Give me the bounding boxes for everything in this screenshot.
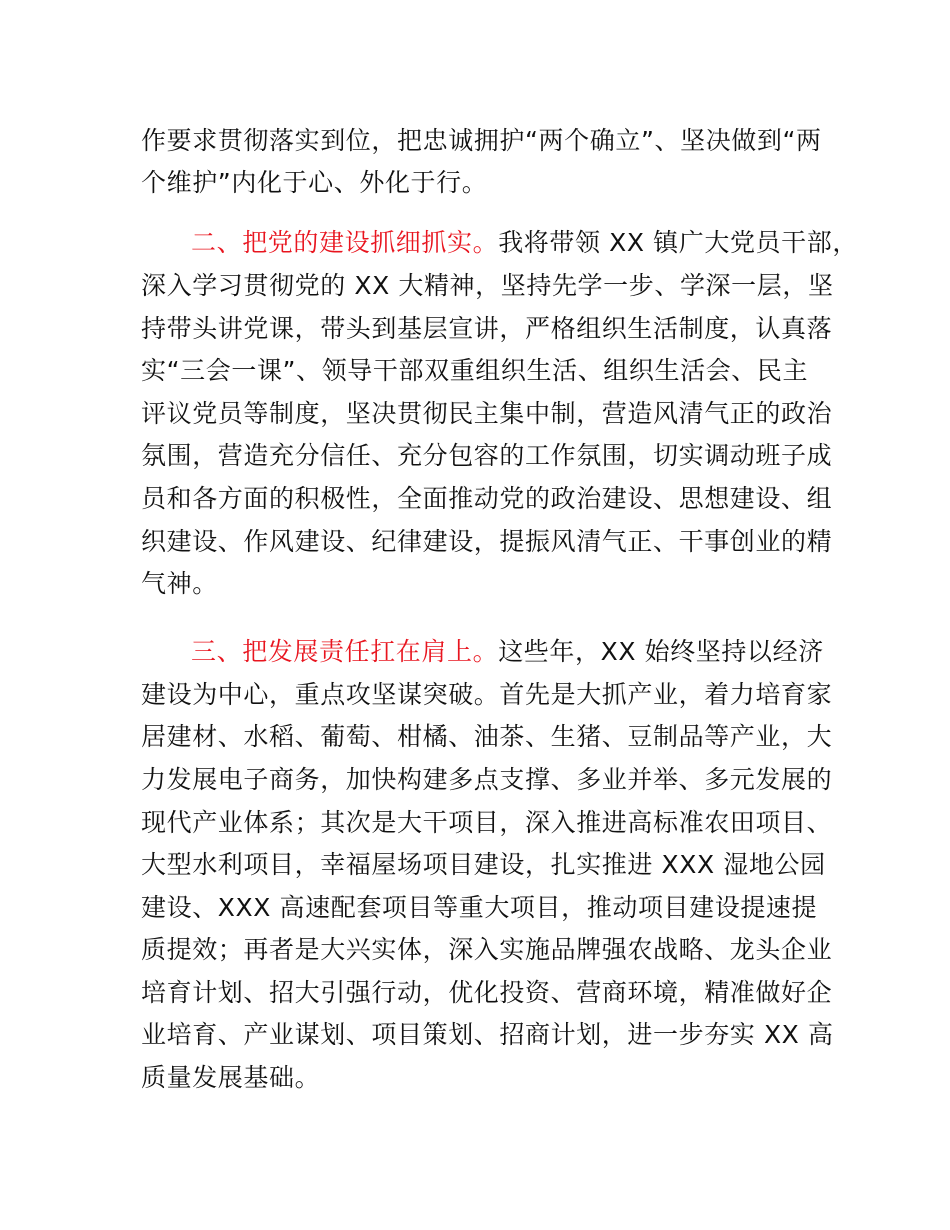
text-line: 评议党员等制度，坚决贯彻民主集中制，营造风清气正的政治: [141, 399, 833, 428]
text-line: 质量发展基础。: [141, 1063, 321, 1092]
text-run: 我将带领 XX 镇广大党员干部，: [498, 228, 858, 257]
text-line: 织建设、作风建设、纪律建设，提振风清气正、干事创业的精: [141, 527, 833, 556]
text-line: 建设为中心，重点攻坚谋突破。首先是大抓产业，着力培育家: [141, 680, 833, 709]
text-line: 建设、XXX 高速配套项目等重大项目，推动项目建设提速提: [141, 893, 818, 922]
section-heading: 二、把党的建设抓细抓实。: [191, 228, 499, 257]
text-line: 员和各方面的积极性，全面推动党的政治建设、思想建设、组: [141, 484, 833, 513]
text-line: 个维护”内化于心、外化于行。: [141, 168, 488, 197]
text-line: 培育计划、招大引强行动，优化投资、营商环境，精准做好企: [141, 978, 833, 1007]
text-line: 业培育、产业谋划、项目策划、招商计划，进一步夯实 XX 高: [141, 1020, 834, 1049]
text-line: 大型水利项目，幸福屋场项目建设，扎实推进 XXX 湿地公园: [141, 850, 826, 879]
text-line: 质提效；再者是大兴实体，深入实施品牌强农战略、龙头企业: [141, 935, 833, 964]
text-line: 持带头讲党课，带头到基层宣讲，严格组织生活制度，认真落: [141, 314, 833, 343]
text-line: 居建材、水稻、葡萄、柑橘、油茶、生猪、豆制品等产业，大: [141, 722, 833, 751]
text-line: 深入学习贯彻党的 XX 大精神，坚持先学一步、学深一层，坚: [141, 271, 834, 300]
text-line: 实“三会一课”、领导干部双重组织生活、组织生活会、民主: [141, 356, 809, 385]
paragraph-first-line: [191, 226, 858, 260]
text-line: 现代产业体系；其次是大干项目，深入推进高标准农田项目、: [141, 808, 833, 837]
paragraph-first-line: [191, 635, 824, 669]
text-line: 氛围，营造充分信任、充分包容的工作氛围，切实调动班子成: [141, 441, 833, 470]
text-line: 作要求贯彻落实到位，把忠诚拥护“两个确立”、坚决做到“两: [141, 126, 822, 155]
text-run: 这些年，XX 始终坚持以经济: [498, 637, 824, 666]
text-line: 气神。: [141, 569, 218, 598]
text-line: 力发展电子商务，加快构建多点支撑、多业并举、多元发展的: [141, 765, 833, 794]
section-heading: 三、把发展责任扛在肩上。: [191, 637, 499, 666]
